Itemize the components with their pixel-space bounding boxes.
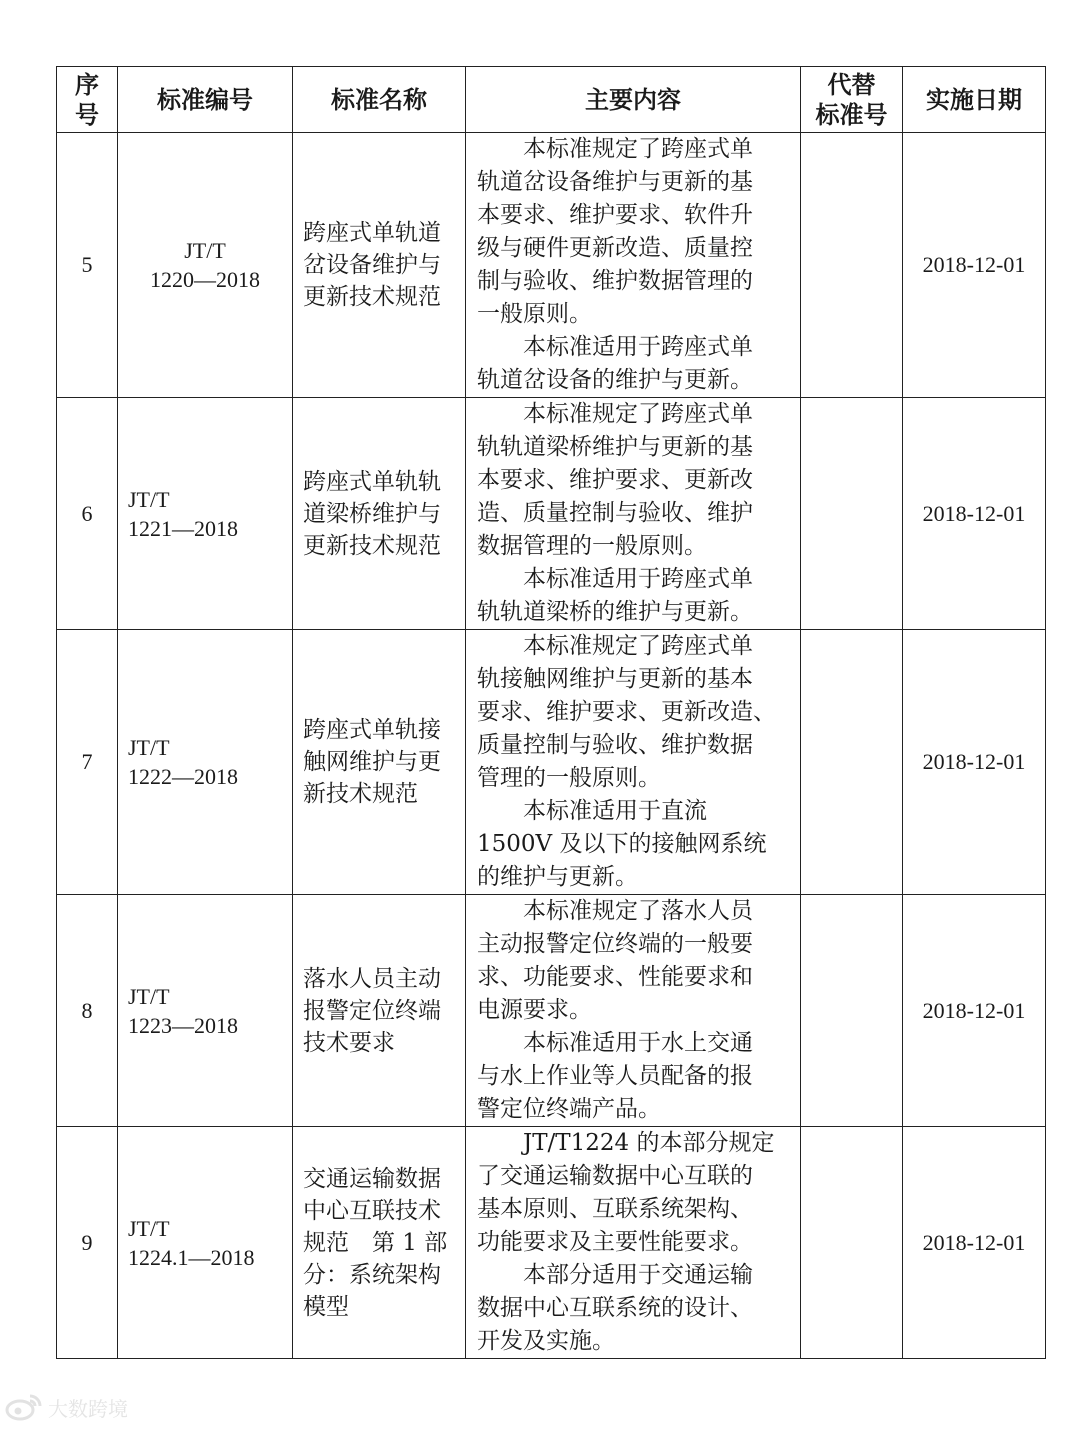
name-line: 分：系统架构	[303, 1261, 441, 1288]
code-line: JT/T	[184, 238, 226, 263]
table-row	[57, 398, 1046, 630]
cell-date: 2018-12-01	[903, 1127, 1046, 1359]
content-line: 轨轨道梁桥维护与更新的基	[477, 434, 753, 460]
name-line: 更新技术规范	[303, 532, 441, 559]
content-line: 轨道岔设备维护与更新的基	[477, 169, 753, 195]
cell-name	[293, 133, 466, 398]
content-line: 管理的一般原则。	[477, 765, 661, 791]
content-line: 数据中心互联系统的设计、	[477, 1295, 753, 1321]
name-line: 道梁桥维护与	[303, 500, 441, 527]
content-paragraph	[477, 563, 792, 629]
code-line: JT/T	[128, 735, 170, 760]
content-paragraph	[477, 895, 792, 1027]
table-header-row	[57, 67, 1046, 133]
cell-name	[293, 1127, 466, 1359]
cell-code	[118, 895, 293, 1127]
name-line: 规范 第 1 部	[303, 1229, 448, 1256]
table-row	[57, 1127, 1046, 1359]
cell-replace	[801, 1127, 903, 1359]
watermark	[4, 1392, 128, 1422]
cell-replace	[801, 133, 903, 398]
table-body	[57, 133, 1046, 1359]
content-line: 本标准适用于直流	[523, 798, 707, 824]
watermark-text: 大数跨境	[48, 1396, 128, 1421]
cell-replace	[801, 398, 903, 630]
name-line: 岔设备维护与	[303, 252, 441, 278]
code-line: JT/T	[128, 486, 170, 512]
cell-date: 2018-12-01	[903, 895, 1046, 1127]
name-line: 交通运输数据	[303, 1165, 441, 1192]
cell-content	[466, 895, 801, 1127]
header-replace	[801, 67, 903, 133]
content-line: 与水上作业等人员配备的报	[477, 1063, 753, 1089]
cell-no: 5	[57, 133, 118, 398]
name-line: 落水人员主动	[303, 965, 441, 992]
name-line: 跨座式单轨接	[303, 717, 441, 743]
cell-name	[293, 398, 466, 630]
cell-code	[118, 133, 293, 398]
header-no-line: 序	[75, 69, 99, 99]
content-line: 本部分适用于交通运输	[523, 1262, 753, 1288]
content-line: 电源要求。	[477, 997, 592, 1023]
code-line: 1221—2018	[128, 515, 238, 541]
header-code: 标准编号	[118, 67, 293, 133]
name-line: 中心互联技术	[303, 1197, 441, 1224]
content-line: 本标准适用于跨座式单	[523, 334, 753, 360]
content-line: 求、功能要求、性能要求和	[477, 964, 753, 990]
header-date: 实施日期	[903, 67, 1046, 133]
content-line: 本要求、维护要求、更新改	[477, 467, 753, 493]
content-line: 轨轨道梁桥的维护与更新。	[477, 599, 753, 625]
table-row	[57, 133, 1046, 398]
table-row	[57, 630, 1046, 895]
cell-no: 6	[57, 398, 118, 630]
content-line: 制与验收、维护数据管理的	[477, 268, 753, 294]
weibo-logo-icon	[4, 1392, 44, 1422]
content-paragraph	[477, 630, 792, 795]
content-line: 轨道岔设备的维护与更新。	[477, 367, 753, 393]
cell-code	[118, 630, 293, 895]
cell-date: 2018-12-01	[903, 630, 1046, 895]
content-line: 功能要求及主要性能要求。	[477, 1229, 753, 1255]
header-name: 标准名称	[293, 67, 466, 133]
cell-date: 2018-12-01	[903, 398, 1046, 630]
cell-no: 9	[57, 1127, 118, 1359]
content-line: 轨接触网维护与更新的基本	[477, 666, 753, 692]
name-line: 模型	[303, 1293, 349, 1320]
cell-replace	[801, 895, 903, 1127]
content-line: 本标准适用于水上交通	[523, 1030, 753, 1056]
code-line: JT/T	[128, 1215, 170, 1241]
content-line: 开发及实施。	[477, 1328, 615, 1354]
cell-no: 8	[57, 895, 118, 1127]
content-line: 主动报警定位终端的一般要	[477, 931, 753, 957]
content-line: JT/T1224 的本部分规定	[523, 1130, 775, 1156]
content-line: 了交通运输数据中心互联的	[477, 1163, 753, 1189]
name-line: 更新技术规范	[303, 284, 441, 310]
header-replace-line: 代替	[827, 69, 876, 99]
content-paragraph	[477, 1259, 792, 1358]
content-paragraph	[477, 133, 792, 331]
cell-content	[466, 1127, 801, 1359]
standards-table	[56, 66, 1046, 1359]
cell-code	[118, 398, 293, 630]
code-line: 1224.1—2018	[128, 1244, 255, 1270]
content-line: 级与硬件更新改造、质量控	[477, 235, 753, 261]
header-content: 主要内容	[466, 67, 801, 133]
header-no	[57, 67, 118, 133]
cell-content	[466, 630, 801, 895]
cell-code	[118, 1127, 293, 1359]
content-paragraph	[477, 1127, 792, 1259]
content-line: 本标准规定了跨座式单	[523, 136, 753, 162]
content-line: 基本原则、互联系统架构、	[477, 1196, 753, 1222]
content-paragraph	[477, 795, 792, 894]
content-paragraph	[477, 398, 792, 563]
content-line: 要求、维护要求、更新改造、	[477, 699, 776, 725]
content-paragraph	[477, 331, 792, 397]
cell-content	[466, 398, 801, 630]
content-line: 一般原则。	[477, 301, 592, 327]
content-line: 本要求、维护要求、软件升	[477, 202, 753, 228]
table-row	[57, 895, 1046, 1127]
cell-no: 7	[57, 630, 118, 895]
cell-replace	[801, 630, 903, 895]
name-line: 报警定位终端	[303, 997, 441, 1024]
content-line: 造、质量控制与验收、维护	[477, 500, 753, 526]
content-line: 本标准规定了跨座式单	[523, 633, 753, 659]
cell-date: 2018-12-01	[903, 133, 1046, 398]
name-line: 技术要求	[303, 1029, 395, 1056]
content-line: 本标准规定了落水人员	[523, 898, 753, 924]
content-line: 警定位终端产品。	[477, 1096, 661, 1122]
name-line: 跨座式单轨道	[303, 220, 441, 246]
content-line: 本标准规定了跨座式单	[523, 401, 753, 427]
cell-name	[293, 630, 466, 895]
header-no-line: 号	[75, 99, 99, 129]
name-line: 新技术规范	[303, 781, 418, 807]
content-line: 本标准适用于跨座式单	[523, 566, 753, 592]
content-line: 的维护与更新。	[477, 864, 638, 890]
content-line: 数据管理的一般原则。	[477, 533, 707, 559]
cell-name	[293, 895, 466, 1127]
name-line: 触网维护与更	[303, 749, 441, 775]
content-paragraph	[477, 1027, 792, 1126]
code-line: 1223—2018	[128, 1012, 238, 1038]
cell-content	[466, 133, 801, 398]
code-line: JT/T	[128, 983, 170, 1009]
name-line: 跨座式单轨轨	[303, 468, 441, 495]
content-line: 1500V 及以下的接触网系统	[477, 831, 767, 857]
content-line: 质量控制与验收、维护数据	[477, 732, 753, 758]
header-replace-line: 标准号	[815, 99, 888, 129]
code-line: 1222—2018	[128, 764, 238, 789]
code-line: 1220—2018	[150, 267, 260, 292]
